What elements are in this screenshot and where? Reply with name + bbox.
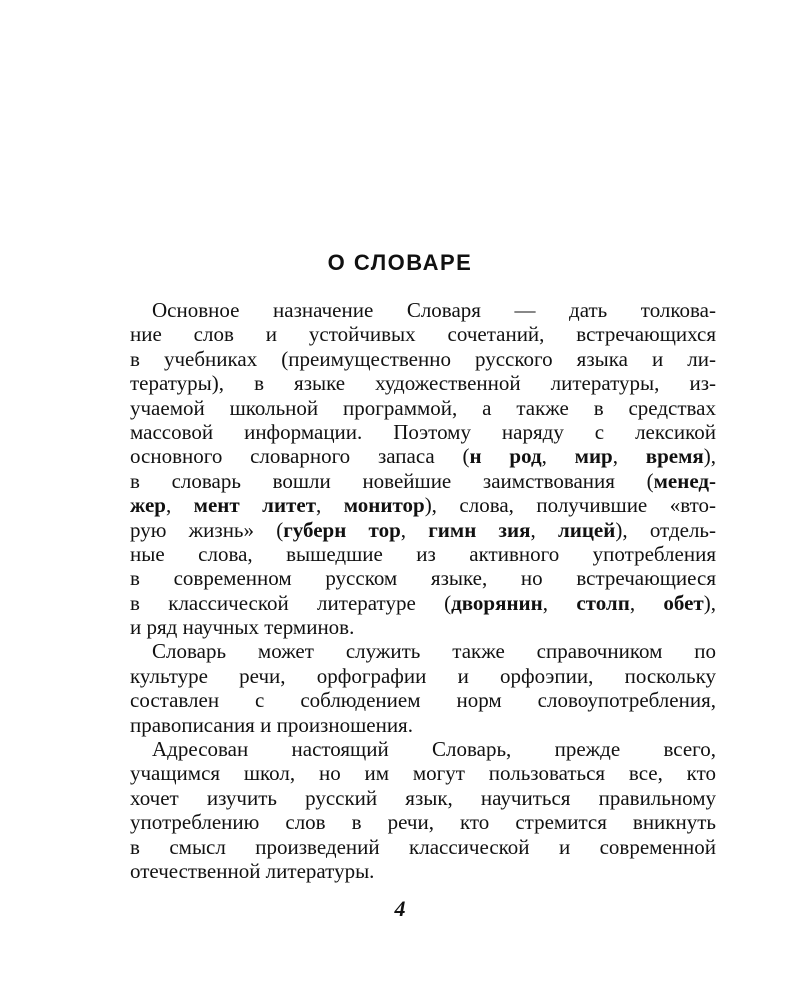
text-run: ), [703,590,716,615]
text-run: правописания и произношения. [130,712,413,737]
text-run: , [530,517,558,542]
text-line [130,493,716,517]
text-line [130,420,716,444]
bold-term: жер [130,493,166,518]
text-line [130,835,716,859]
text-run: составлен с соблюдением норм словоупотребления, [130,688,716,713]
text-line [130,615,716,639]
text-run: тературы), в языке художественной литературы, из- [130,371,716,396]
text-run: и ряд научных терминов. [130,615,355,640]
text-run: , [165,493,194,518]
text-line [130,688,716,712]
text-line [130,347,716,371]
text-line [130,786,716,810]
text-run: в учебниках (преимущественно русского языка и ли- [130,346,716,371]
bold-term: дворянин [451,590,543,615]
text-run: в современном русском языке, но встречающиеся [130,566,716,591]
text-line [130,761,716,785]
text-run: Словарь может служить также справочником по [152,639,716,664]
text-run: основного словарного запаса ( [130,444,470,469]
text-run: Основное назначение Словаря — дать толкова- [152,298,716,322]
text-run: ные слова, вышедшие из активного употребления [130,541,716,566]
text-run: , [541,444,575,469]
text-run: рую жизнь» ( [130,517,284,542]
bold-term: время [645,444,704,469]
text-run: ), отдель- [615,517,716,542]
bold-term: н род [469,444,542,469]
page-number: 4 [394,896,406,921]
text-line [130,591,716,615]
bold-term: губерн тор [283,517,401,542]
text-run: употреблению слов в речи, кто стремится вникнуть [130,810,716,835]
body-text [130,298,716,883]
text-run: хочет изучить русский язык, научиться правильному [130,785,716,810]
paragraph [130,298,716,639]
text-line [130,469,716,493]
text-run: ), слова, получившие «вто- [424,493,716,518]
bold-term: лицей [557,517,616,542]
bold-term: обет [663,590,704,615]
text-run: учащимся школ, но им могут пользоваться все, кто [130,761,716,786]
text-run: в классической литературе ( [130,590,452,615]
text-line [130,566,716,590]
paragraph [130,639,716,737]
text-run: массовой информации. Поэтому наряду с лексикой [130,419,716,444]
text-run: , [400,517,429,542]
text-run: в словарь вошли новейшие заимствования ( [130,468,654,493]
text-line [130,713,716,737]
bold-term: столп [576,590,630,615]
text-run: , [612,444,646,469]
text-line [130,444,716,468]
text-run: в смысл произведений классической и современной [130,834,716,859]
text-line [130,737,716,761]
text-run: ние слов и устойчивых сочетаний, встречающихся [130,322,716,347]
text-line [130,664,716,688]
text-line [130,396,716,420]
bold-term: мент литет [193,493,317,518]
text-line [130,639,716,663]
text-run: учаемой школьной программой, а также в средствах [130,395,716,420]
page-title: О СЛОВАРЕ [327,250,473,275]
text-run: ), [703,444,716,469]
bold-term: монитор [343,493,425,518]
text-run: , [316,493,344,518]
text-run: отечественной литературы. [130,858,375,883]
bold-term: мир [574,444,613,469]
text-line [130,542,716,566]
text-run: Адресован настоящий Словарь, прежде всего, [152,737,716,762]
text-line [130,322,716,346]
text-line [130,371,716,395]
bold-term: гимн зия [428,517,531,542]
bold-term: менед- [653,468,716,493]
text-line [130,859,716,883]
text-run: культуре речи, орфографии и орфоэпии, поскольку [130,663,716,688]
text-line [130,518,716,542]
text-run: , [542,590,577,615]
text-run: , [629,590,664,615]
text-line [130,810,716,834]
paragraph [130,737,716,883]
text-line [130,298,716,322]
